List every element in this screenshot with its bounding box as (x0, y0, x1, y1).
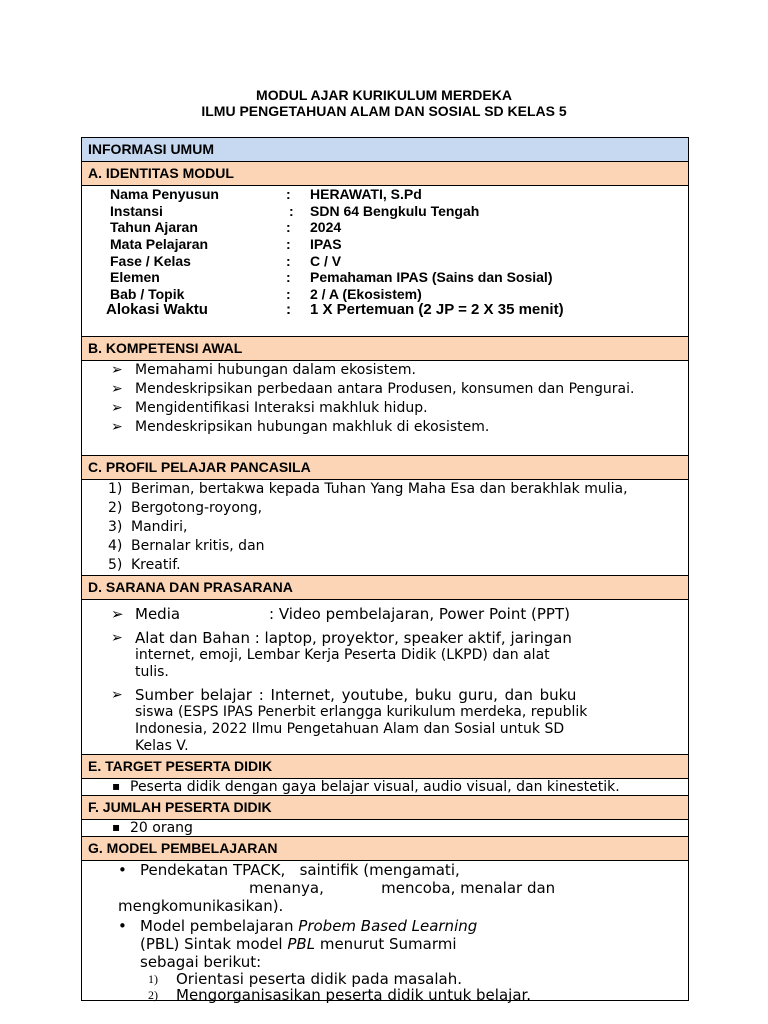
informasi-umum-header: INFORMASI UMUM (82, 138, 689, 162)
arrow-bullet-icon: ➢ (111, 605, 124, 623)
identity-label: Bab / Topik (110, 286, 185, 302)
target-peserta-body (82, 779, 689, 796)
identity-value: 2024 (310, 219, 342, 235)
list-item: ➢ Mendeskripsikan hubungan makhluk di ekosistem. (111, 419, 490, 435)
item-number: 4) (108, 538, 123, 554)
model-pembelajaran-body (82, 861, 689, 1004)
square-bullet-icon: ▪ (112, 779, 121, 793)
identity-colon: : (286, 219, 291, 235)
profil-pelajar-body (82, 480, 689, 576)
item-number: 5) (108, 557, 123, 573)
list-item: 3) Mandiri, (108, 519, 188, 535)
identity-colon: : (286, 286, 291, 302)
kompetensi-awal-body (82, 361, 689, 456)
square-bullet-icon: ▪ (112, 820, 121, 834)
document-title-line2: ILMU PENGETAHUAN ALAM DAN SOSIAL SD KELAS 5 (201, 103, 567, 119)
section-b-header: B. KOMPETENSI AWAL (82, 337, 689, 361)
identity-value: HERAWATI, S.Pd (310, 186, 422, 202)
bullet-icon: • (118, 917, 127, 935)
list-item: 5) Kreatif. (108, 557, 181, 573)
section-g-header: G. MODEL PEMBELAJARAN (82, 837, 689, 861)
arrow-bullet-icon: ➢ (111, 630, 123, 646)
identity-label: Alokasi Waktu (106, 301, 208, 318)
identity-colon: : (286, 186, 291, 202)
identity-colon: : (286, 236, 291, 252)
module-info-table (81, 137, 689, 1004)
sarana-prasarana-body (82, 600, 689, 755)
item-number: 2) (108, 500, 123, 516)
list-item: ➢ Media : Video pembelajaran, Power Point (PPT) (111, 605, 570, 623)
section-d-header: D. SARANA DAN PRASARANA (82, 576, 689, 600)
identity-colon: : (286, 301, 291, 318)
arrow-bullet-icon: ➢ (111, 419, 123, 435)
list-item: ▪ Peserta didik dengan gaya belajar visual, audio visual, dan kinestetik. (112, 779, 620, 795)
section-f-header: F. JUMLAH PESERTA DIDIK (82, 796, 689, 820)
identity-colon: : (289, 203, 294, 219)
item-number: 1) (148, 972, 158, 986)
list-item: 1) Beriman, bertakwa kepada Tuhan Yang Maha Esa dan berakhlak mulia, (108, 481, 628, 497)
list-item: ➢ Memahami hubungan dalam ekosistem. (111, 362, 416, 378)
identity-value: Pemahaman IPAS (Sains dan Sosial) (310, 269, 553, 285)
identity-colon: : (286, 253, 291, 269)
list-item: • Pendekatan TPACK, saintifik (mengamati, menanya, mencoba, menalar dan mengkomunikasikan). (118, 861, 556, 915)
document-title-line1: MODUL AJAR KURIKULUM MERDEKA (256, 87, 512, 103)
identity-value: IPAS (310, 236, 342, 252)
bullet-icon: • (118, 861, 127, 879)
list-item: 4) Bernalar kritis, dan (108, 538, 265, 554)
item-number: 1) (108, 481, 123, 497)
arrow-bullet-icon: ➢ (111, 400, 123, 416)
list-item: 2) Mengorganisasikan peserta didik untuk belajar. (148, 986, 532, 1004)
section-c-header: C. PROFIL PELAJAR PANCASILA (82, 456, 689, 480)
arrow-bullet-icon: ➢ (111, 687, 123, 703)
identity-label: Mata Pelajaran (110, 236, 209, 252)
item-number: 3) (108, 519, 123, 535)
identity-colon: : (286, 269, 291, 285)
identity-value: 2 / A (Ekosistem) (310, 286, 422, 302)
section-e-header: E. TARGET PESERTA DIDIK (82, 755, 689, 779)
identity-label: Nama Penyusun (110, 186, 219, 202)
identity-label: Tahun Ajaran (110, 219, 198, 235)
list-item: ➢ Alat dan Bahan : laptop, proyektor, speaker aktif, jaringan internet, emoji, Lembar Kerja Peserta Didik (LKPD) dan alat tulis. (111, 629, 572, 680)
list-item: ➢ Sumber belajar : Internet, youtube, buku guru, dan buku siswa (ESPS IPAS Penerbit erlangga kurikulum merdeka, republik Indonesia, 2022 Ilmu Pengetahuan Alam dan Sosial untuk SD Kelas V. (111, 686, 588, 754)
item-number: 2) (148, 988, 158, 1002)
identity-label: Fase / Kelas (110, 253, 191, 269)
list-item: • Model pembelajaran Probem Based Learning (PBL) Sintak model PBL menurut Sumarmi sebagai berikut: (118, 917, 478, 971)
list-item: 1) Orientasi peserta didik pada masalah. (148, 970, 462, 988)
list-item: 2) Bergotong-royong, (108, 500, 263, 516)
identity-label: Elemen (110, 269, 160, 285)
list-item: ➢ Mengidentifikasi Interaksi makhluk hidup. (111, 400, 428, 416)
arrow-bullet-icon: ➢ (111, 381, 123, 397)
identity-value: 1 X Pertemuan (2 JP = 2 X 35 menit) (310, 301, 564, 318)
identity-value: C / V (310, 253, 342, 269)
identitas-modul-body (82, 186, 689, 337)
jumlah-peserta-body (82, 820, 689, 837)
section-a-header: A. IDENTITAS MODUL (82, 162, 689, 186)
list-item: ➢ Mendeskripsikan perbedaan antara Produsen, konsumen dan Pengurai. (111, 381, 635, 397)
list-item: ▪ 20 orang (112, 820, 193, 836)
arrow-bullet-icon: ➢ (111, 362, 123, 378)
identity-label: Instansi (110, 203, 163, 219)
identity-value: SDN 64 Bengkulu Tengah (310, 203, 480, 219)
